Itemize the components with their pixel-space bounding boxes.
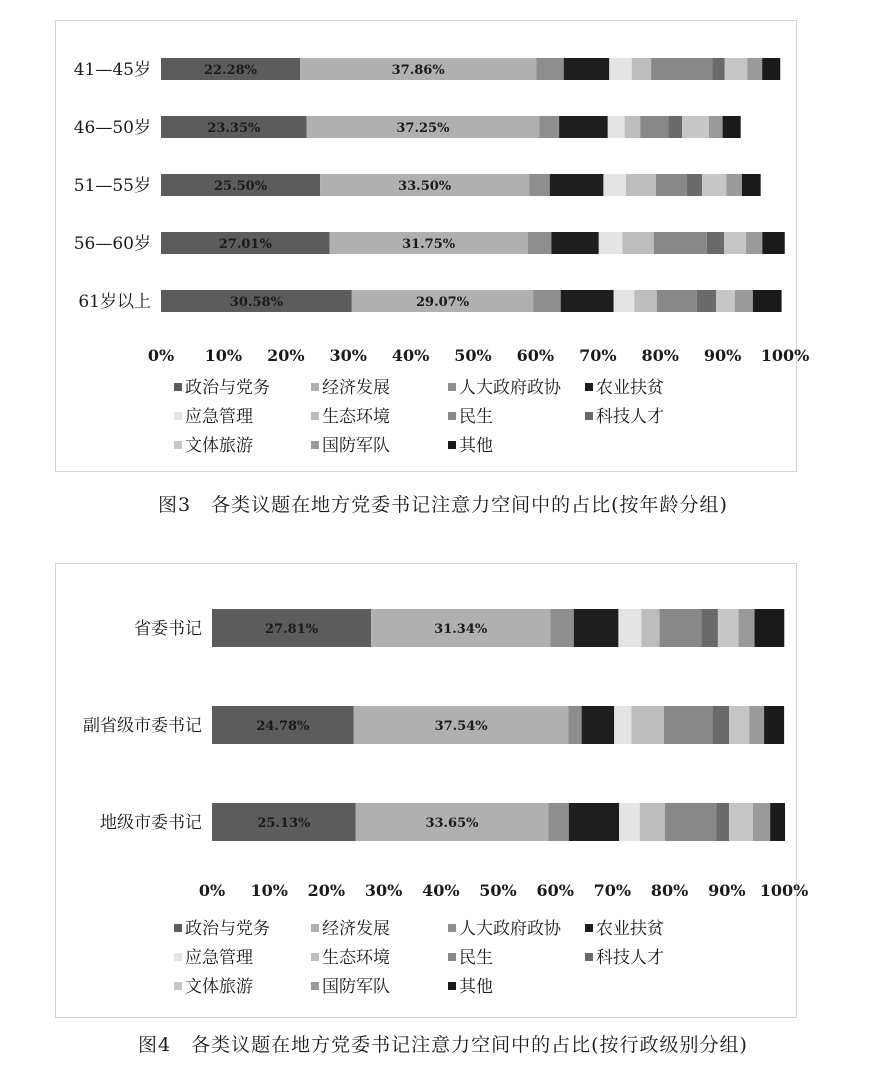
bar-segment	[723, 116, 741, 138]
bar-segment	[641, 609, 659, 647]
bar-segment	[665, 803, 716, 841]
bar-segment	[529, 174, 550, 196]
x-tick-label: 0%	[147, 346, 175, 365]
bar-segment	[729, 803, 753, 841]
bar-segment	[716, 803, 729, 841]
x-tick-label: 40%	[391, 346, 430, 365]
bar-segment	[701, 609, 718, 647]
x-tick-label: 10%	[204, 346, 243, 365]
x-tick-label: 100%	[760, 346, 810, 365]
bar-segment	[619, 803, 640, 841]
legend-label: 经济发展	[322, 919, 390, 939]
data-label: 37.54%	[434, 719, 488, 734]
bar-segment	[702, 174, 726, 196]
legend-label: 文体旅游	[185, 977, 253, 997]
legend-label: 科技人才	[596, 407, 664, 427]
bar-segment	[608, 116, 625, 138]
legend-swatch	[174, 441, 182, 449]
legend-swatch	[448, 412, 456, 420]
data-label: 33.50%	[398, 179, 452, 194]
bar-segment	[755, 609, 785, 647]
bar-segment	[713, 706, 730, 744]
bar-segment	[770, 803, 785, 841]
bar-segment	[697, 290, 716, 312]
chart-panel-rank	[55, 563, 809, 1018]
bar-segment	[712, 58, 724, 80]
legend-swatch	[311, 383, 319, 391]
data-label: 27.01%	[218, 237, 272, 252]
legend-label: 人大政府政协	[459, 919, 561, 939]
legend-swatch	[448, 441, 456, 449]
category-label: 副省级市委书记	[83, 716, 202, 736]
legend-label: 文体旅游	[185, 436, 253, 456]
bar-segment	[687, 174, 702, 196]
x-tick-label: 20%	[307, 881, 346, 900]
data-label: 22.28%	[203, 63, 258, 78]
data-label: 31.75%	[402, 237, 456, 252]
stacked-bar-chart-rank	[56, 564, 809, 1017]
bar-segment	[625, 116, 641, 138]
bar-segment	[709, 116, 723, 138]
legend-label: 国防军队	[322, 436, 390, 456]
x-tick-label: 80%	[641, 346, 679, 365]
bar-segment	[718, 609, 739, 647]
category-label: 56—60岁	[73, 234, 151, 254]
category-label: 51—55岁	[73, 176, 151, 196]
bar-segment	[656, 174, 687, 196]
bar-segment	[726, 174, 742, 196]
data-label: 31.34%	[434, 622, 488, 637]
legend-swatch	[311, 982, 319, 990]
x-tick-label: 60%	[536, 881, 574, 900]
bar-segment	[564, 58, 610, 80]
legend-swatch	[448, 383, 456, 391]
x-tick-label: 50%	[479, 881, 517, 900]
bar-segment	[550, 174, 604, 196]
legend-swatch	[174, 953, 182, 961]
legend-swatch	[448, 982, 456, 990]
legend-swatch	[174, 982, 182, 990]
data-label: 24.78%	[256, 719, 310, 734]
data-label: 30.58%	[229, 295, 283, 310]
bar-segment	[603, 174, 625, 196]
x-tick-label: 10%	[250, 881, 288, 900]
legend-swatch	[585, 953, 593, 961]
x-tick-label: 60%	[516, 346, 555, 365]
x-tick-label: 30%	[364, 881, 403, 900]
legend-label: 民生	[459, 948, 493, 968]
bar-segment	[749, 706, 764, 744]
bar-segment	[551, 232, 598, 254]
x-tick-label: 100%	[759, 881, 809, 900]
bar-segment	[735, 290, 753, 312]
bar-segment	[574, 609, 619, 647]
x-tick-label: 0%	[198, 881, 226, 900]
bar-segment	[707, 232, 724, 254]
legend-swatch	[585, 383, 593, 391]
bar-segment	[618, 609, 641, 647]
bar-segment	[623, 232, 654, 254]
category-label: 省委书记	[134, 619, 202, 639]
bar-segment	[657, 290, 697, 312]
legend-label: 其他	[459, 977, 493, 997]
bar-segment	[664, 706, 713, 744]
bar-segment	[640, 803, 665, 841]
x-tick-label: 50%	[454, 346, 492, 365]
x-tick-label: 90%	[703, 346, 742, 365]
bar-segment	[753, 803, 770, 841]
legend-swatch	[174, 924, 182, 932]
legend-label: 国防军队	[322, 977, 390, 997]
data-label: 37.86%	[391, 63, 445, 78]
legend-label: 农业扶贫	[596, 378, 664, 398]
bar-segment	[746, 232, 762, 254]
bar-segment	[742, 174, 761, 196]
stacked-bar-chart-age	[56, 21, 810, 471]
chart-panel-age	[55, 20, 810, 472]
data-label: 25.50%	[214, 179, 268, 194]
x-tick-label: 70%	[579, 346, 617, 365]
bar-segment	[747, 58, 762, 80]
data-label: 23.35%	[207, 121, 261, 136]
bar-segment	[568, 706, 581, 744]
legend-label: 政治与党务	[185, 378, 270, 398]
bar-segment	[654, 232, 707, 254]
x-tick-label: 30%	[329, 346, 367, 365]
data-label: 37.25%	[396, 121, 450, 136]
bar-segment	[682, 116, 709, 138]
x-tick-label: 90%	[708, 881, 746, 900]
legend-swatch	[585, 924, 593, 932]
legend-label: 其他	[459, 436, 493, 456]
bar-segment	[548, 803, 569, 841]
bar-segment	[739, 609, 755, 647]
x-tick-label: 20%	[267, 346, 305, 365]
bar-segment	[724, 232, 746, 254]
legend-label: 人大政府政协	[459, 378, 561, 398]
data-label: 33.65%	[425, 816, 479, 831]
figure-caption: 图4 各类议题在地方党委书记注意力空间中的占比(按行政级别分组)	[138, 1034, 748, 1056]
legend-label: 经济发展	[322, 378, 390, 398]
legend-swatch	[448, 953, 456, 961]
legend-label: 生态环境	[322, 948, 390, 968]
bar-segment	[533, 290, 560, 312]
data-label: 27.81%	[265, 622, 319, 637]
legend-label: 民生	[459, 407, 493, 427]
category-label: 46—50岁	[73, 118, 151, 138]
bar-segment	[716, 290, 735, 312]
category-label: 61岁以上	[78, 292, 151, 312]
bar-segment	[762, 58, 780, 80]
category-label: 41—45岁	[73, 60, 151, 80]
x-tick-label: 40%	[422, 881, 460, 900]
bar-segment	[614, 706, 631, 744]
x-tick-label: 70%	[593, 881, 632, 900]
bar-segment	[729, 706, 749, 744]
legend-swatch	[311, 953, 319, 961]
bar-segment	[631, 706, 664, 744]
bar-segment	[536, 58, 563, 80]
legend-swatch	[311, 441, 319, 449]
category-label: 地级市委书记	[100, 813, 202, 833]
bar-segment	[559, 116, 608, 138]
bar-segment	[764, 706, 784, 744]
legend-swatch	[585, 412, 593, 420]
bar-segment	[640, 116, 668, 138]
data-label: 25.13%	[257, 816, 311, 831]
legend-label: 政治与党务	[185, 919, 270, 939]
legend-label: 应急管理	[185, 407, 253, 427]
bar-segment	[668, 116, 682, 138]
x-tick-label: 80%	[650, 881, 689, 900]
bar-segment	[550, 609, 573, 647]
bar-segment	[561, 290, 614, 312]
bar-segment	[660, 609, 702, 647]
bar-segment	[634, 290, 656, 312]
data-label: 29.07%	[415, 295, 470, 310]
bar-segment	[725, 58, 747, 80]
legend-label: 科技人才	[596, 948, 664, 968]
bar-segment	[609, 58, 631, 80]
bar-segment	[539, 116, 559, 138]
legend-swatch	[174, 383, 182, 391]
bar-segment	[569, 803, 619, 841]
bar-segment	[626, 174, 656, 196]
bar-segment	[753, 290, 782, 312]
legend-swatch	[448, 924, 456, 932]
bar-segment	[632, 58, 651, 80]
bar-segment	[762, 232, 784, 254]
bar-segment	[528, 232, 552, 254]
legend-label: 生态环境	[322, 407, 390, 427]
bar-segment	[599, 232, 623, 254]
bar-segment	[582, 706, 615, 744]
bar-segment	[651, 58, 712, 80]
legend-swatch	[311, 924, 319, 932]
legend-label: 应急管理	[185, 948, 253, 968]
legend-swatch	[174, 412, 182, 420]
figure-caption: 图3 各类议题在地方党委书记注意力空间中的占比(按年龄分组)	[158, 494, 728, 516]
legend-swatch	[311, 412, 319, 420]
legend-label: 农业扶贫	[596, 919, 664, 939]
bar-segment	[614, 290, 635, 312]
